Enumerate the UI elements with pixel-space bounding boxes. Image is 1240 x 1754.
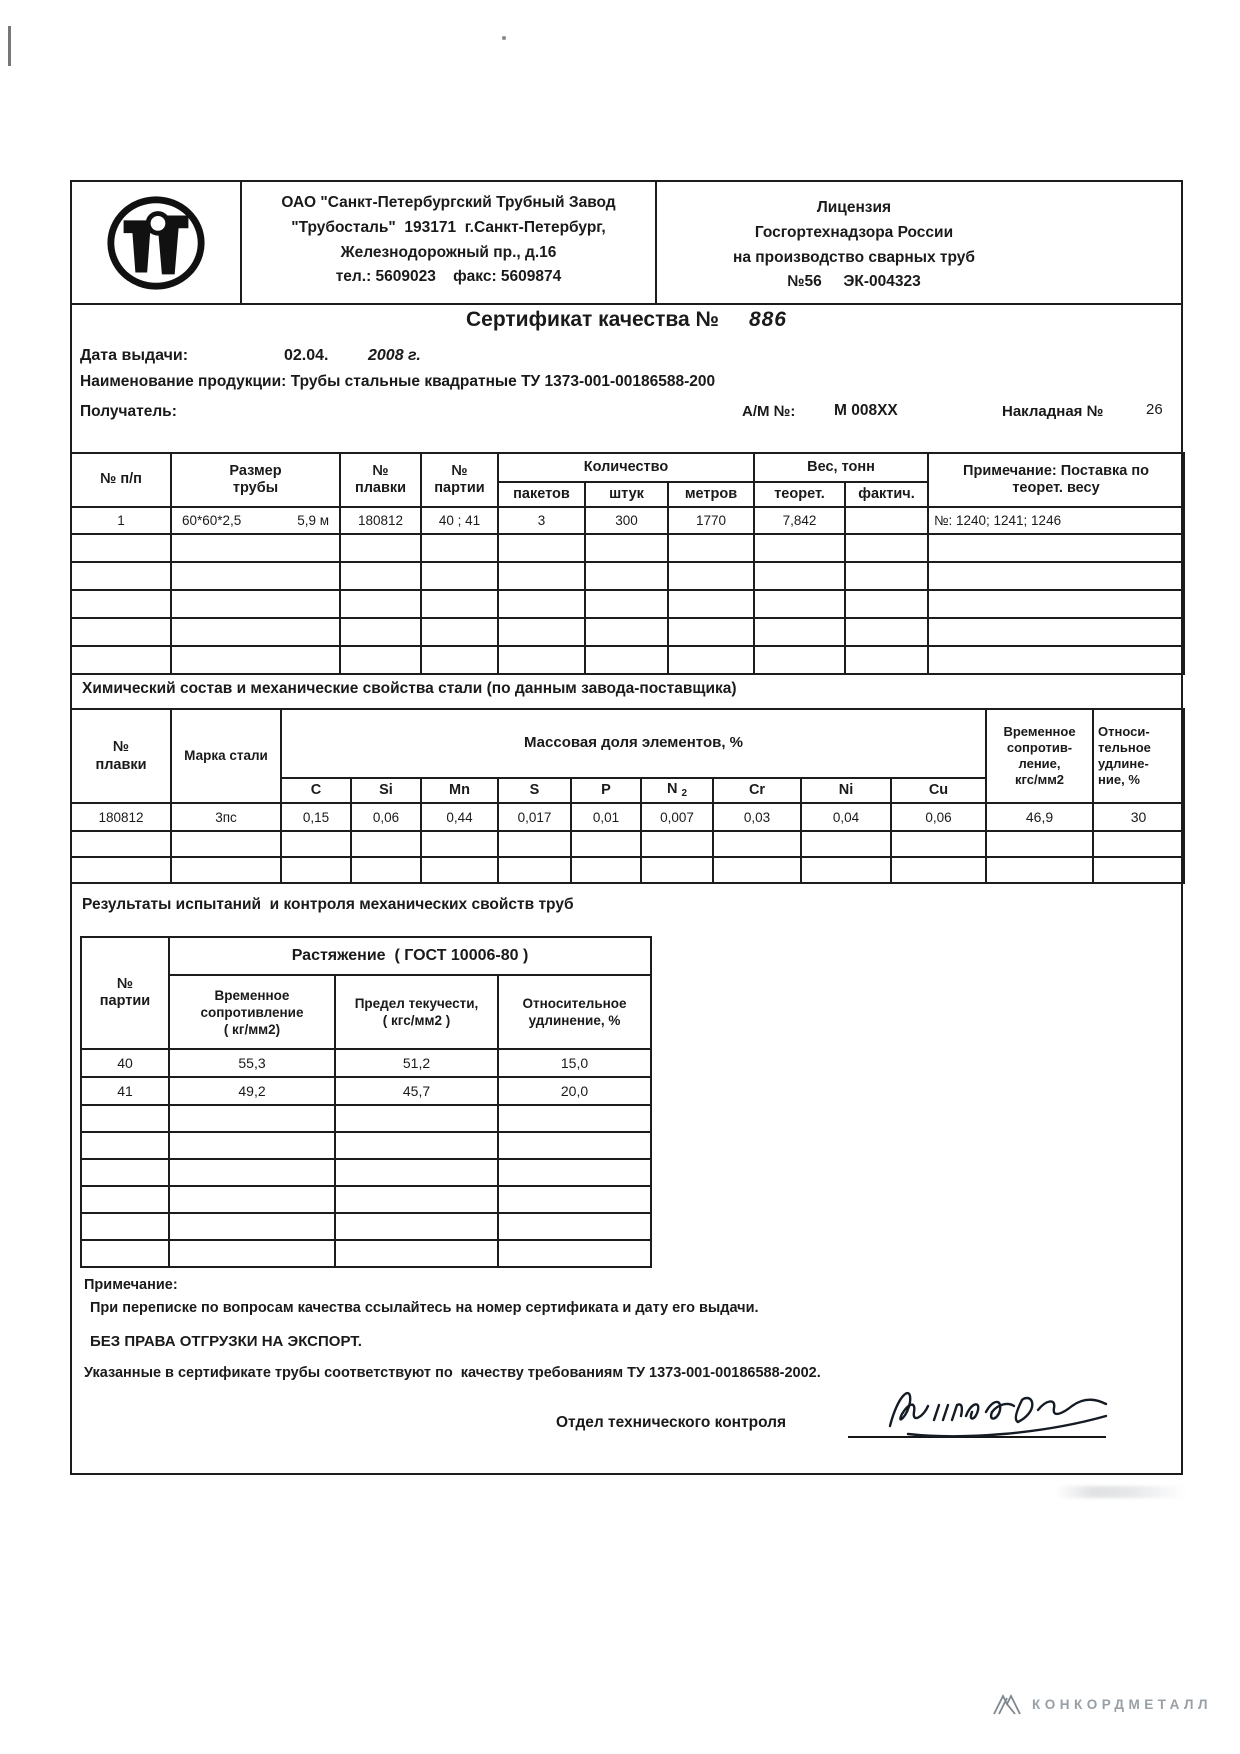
am-value: М 008ХХ xyxy=(834,402,898,419)
cell-note: №: 1240; 1241; 1246 xyxy=(928,507,1184,534)
col-header-pieces: штук xyxy=(585,482,668,507)
cell-elongation: 20,0 xyxy=(498,1077,651,1105)
cell-batch: 41 xyxy=(81,1077,169,1105)
license-line: Лицензия xyxy=(816,199,892,216)
cell-strength: 46,9 xyxy=(986,803,1093,831)
cell-elongation: 30 xyxy=(1093,803,1184,831)
scan-ghost-mark xyxy=(1055,1486,1185,1498)
cell-batch: 40 xyxy=(81,1049,169,1077)
footer-watermark xyxy=(992,1692,1212,1716)
certificate-title: Сертификат качества № xyxy=(465,308,719,331)
col-header-meters: метров xyxy=(668,482,754,507)
test-section-title: Результаты испытаний и контроля механических свойств труб xyxy=(82,896,574,913)
col-header-batch: № партии xyxy=(421,453,498,507)
empty-row xyxy=(81,1213,651,1240)
cell-elongation: 15,0 xyxy=(498,1049,651,1077)
company-line: ОАО "Санкт-Петербургский Трубный Завод xyxy=(281,194,616,211)
col-header-elongation: Относи- тельное удлине- ние, % xyxy=(1093,709,1184,803)
col-header-quantity: Количество xyxy=(498,453,754,482)
col-header-yield: Предел текучести, ( кгс/мм2 ) xyxy=(335,975,498,1049)
cell-yield: 51,2 xyxy=(335,1049,498,1077)
am-label: А/М №: xyxy=(742,403,796,420)
pipes-data-row xyxy=(71,507,1184,534)
license-line: Госгортехнадзора России xyxy=(754,223,954,241)
element-header-si: Si xyxy=(351,778,421,803)
cell-num: 1 xyxy=(71,507,171,534)
empty-row xyxy=(71,534,1184,562)
cell-mn: 0,44 xyxy=(421,803,498,831)
element-header-cu: Cu xyxy=(891,778,986,803)
empty-row xyxy=(71,831,1184,857)
test-data-row xyxy=(81,1049,651,1077)
license-line: на производство сварных труб xyxy=(733,248,975,266)
empty-row xyxy=(81,1105,651,1132)
col-header-packs: пакетов xyxy=(498,482,585,507)
company-line: Железнодорожный пр., д.16 xyxy=(340,243,557,261)
certificate-title-row xyxy=(70,308,1183,332)
col-header-theor: теорет. xyxy=(754,482,845,507)
cell-packs: 3 xyxy=(498,507,585,534)
empty-row xyxy=(81,1240,651,1267)
col-header-weight: Вес, тонн xyxy=(754,453,928,482)
empty-row xyxy=(71,562,1184,590)
col-header-batch: № партии xyxy=(81,937,169,1049)
col-header-note: Примечание: Поставка по теорет. весу xyxy=(928,453,1184,507)
scan-artifact-tick xyxy=(8,26,11,66)
empty-row xyxy=(81,1159,651,1186)
scan-artifact-dot xyxy=(502,36,506,40)
empty-row xyxy=(71,618,1184,646)
receiver-label: Получатель: xyxy=(80,403,177,420)
trubostal-logo-icon xyxy=(102,189,210,297)
chem-section-title: Химический состав и механические свойства стали (по данным завода-поставщика) xyxy=(82,680,737,697)
cell-p: 0,01 xyxy=(571,803,641,831)
license-line: №56 ЭК-004323 xyxy=(787,273,921,291)
notes-label: Примечание: xyxy=(84,1277,178,1293)
col-header-tension: Растяжение ( ГОСТ 10006-80 ) xyxy=(169,937,651,975)
element-header-p: P xyxy=(571,778,641,803)
cell-size: 60*60*2,5 5,9 м xyxy=(171,507,340,534)
empty-row xyxy=(71,590,1184,618)
product-value: Трубы стальные квадратные ТУ 1373-001-00186588-200 xyxy=(290,373,716,390)
empty-row xyxy=(71,646,1184,674)
concord-metal-logo-icon xyxy=(992,1692,1022,1716)
element-header-mn: Mn xyxy=(421,778,498,803)
pipes-table xyxy=(70,452,1185,675)
element-header-ni: Ni xyxy=(801,778,891,803)
chem-data-row xyxy=(71,803,1184,831)
cell-grade: 3пс xyxy=(171,803,281,831)
company-line: тел.: 5609023 факс: 5609874 xyxy=(335,268,562,286)
notes-line-correspondence: При переписке по вопросам качества ссылайтесь на номер сертификата и дату его выдачи. xyxy=(90,1300,759,1316)
company-line: "Трубосталь" 193171 г.Санкт-Петербург, xyxy=(291,218,606,236)
cell-strength: 49,2 xyxy=(169,1077,335,1105)
cell-cu: 0,06 xyxy=(891,803,986,831)
col-header-heat: № плавки xyxy=(340,453,421,507)
cell-c: 0,15 xyxy=(281,803,351,831)
element-header-s: S xyxy=(498,778,571,803)
company-logo-cell xyxy=(72,182,242,303)
cell-yield: 45,7 xyxy=(335,1077,498,1105)
col-header-tensile-strength: Временное сопротивление ( кг/мм2) xyxy=(169,975,335,1049)
col-header-num: № п/п xyxy=(71,453,171,507)
waybill-value: 26 xyxy=(1146,401,1163,418)
cell-strength: 55,3 xyxy=(169,1049,335,1077)
empty-row xyxy=(71,857,1184,883)
element-header-n2: N $_2$ xyxy=(641,778,713,803)
chemistry-table xyxy=(70,708,1185,884)
date-label: Дата выдачи: xyxy=(80,347,189,364)
license-info xyxy=(657,182,1181,303)
date-value: 02.04. xyxy=(284,347,329,364)
cell-fact xyxy=(845,507,928,534)
cell-heat: 180812 xyxy=(71,803,171,831)
date-year: 2008 г. xyxy=(368,347,421,364)
col-header-fact: фактич. xyxy=(845,482,928,507)
notes-line-no-export: БЕЗ ПРАВА ОТГРУЗКИ НА ЭКСПОРТ. xyxy=(90,1333,362,1350)
empty-row xyxy=(81,1186,651,1213)
watermark-text: КОНКОРДМЕТАЛЛ xyxy=(1031,1696,1212,1712)
company-info xyxy=(242,182,657,303)
certificate-number: 886 xyxy=(748,308,787,331)
cell-cr: 0,03 xyxy=(713,803,801,831)
col-header-tensile-strength: Временное сопротив- ление, кгс/мм2 xyxy=(986,709,1093,803)
product-label: Наименование продукции: xyxy=(80,373,287,390)
document-header xyxy=(70,180,1183,305)
col-header-mass-fraction: Массовая доля элементов, % xyxy=(281,709,986,778)
col-header-elongation: Относительное удлинение, % xyxy=(498,975,651,1049)
cell-n2: 0,007 xyxy=(641,803,713,831)
cell-meters: 1770 xyxy=(668,507,754,534)
test-results-table xyxy=(80,936,652,1268)
qc-department-label: Отдел технического контроля xyxy=(556,1414,787,1431)
element-header-cr: Cr xyxy=(713,778,801,803)
test-data-row xyxy=(81,1077,651,1105)
col-header-heat: № плавки xyxy=(71,709,171,803)
waybill-label: Накладная № xyxy=(1002,403,1104,420)
col-header-size: Размер трубы xyxy=(171,453,340,507)
element-header-c: C xyxy=(281,778,351,803)
cell-heat: 180812 xyxy=(340,507,421,534)
cell-theor: 7,842 xyxy=(754,507,845,534)
notes-line-conformity: Указанные в сертификате трубы соответствуют по качеству требованиям ТУ 1373-001-00186588-2002. xyxy=(84,1365,821,1381)
cell-pieces: 300 xyxy=(585,507,668,534)
cell-ni: 0,04 xyxy=(801,803,891,831)
col-header-grade: Марка стали xyxy=(171,709,281,803)
handwritten-signature xyxy=(872,1376,1112,1446)
cell-s: 0,017 xyxy=(498,803,571,831)
empty-row xyxy=(81,1132,651,1159)
cell-batch: 40 ; 41 xyxy=(421,507,498,534)
cell-si: 0,06 xyxy=(351,803,421,831)
